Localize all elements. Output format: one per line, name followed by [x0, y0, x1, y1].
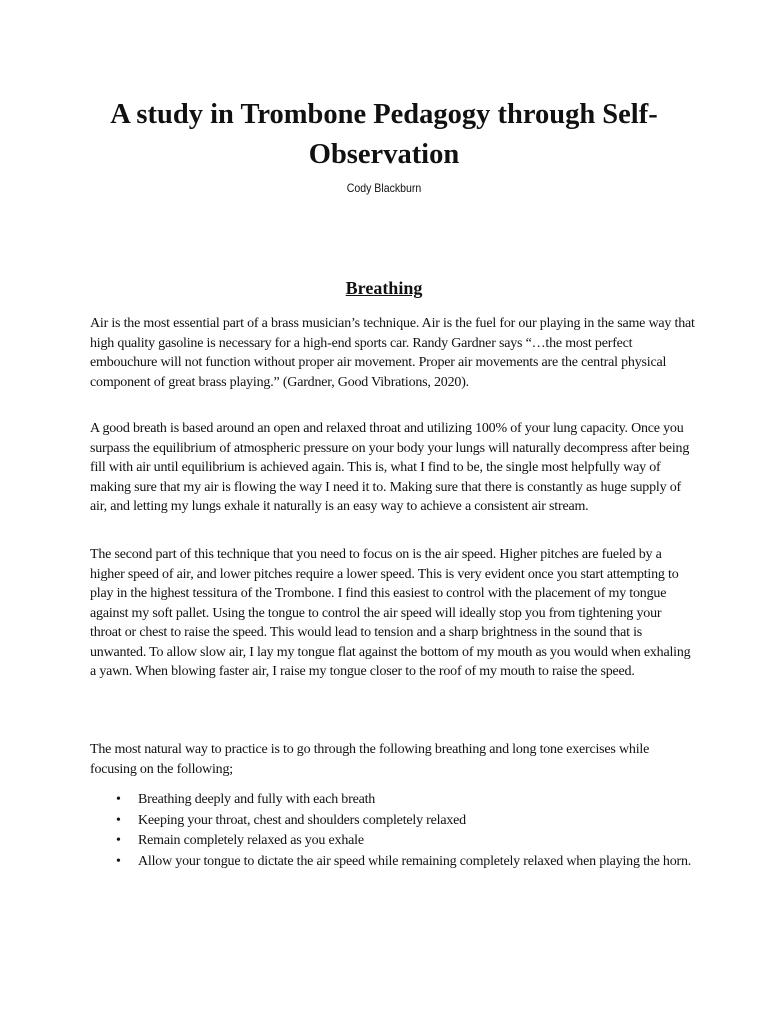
author-name: Cody Blackburn — [346, 181, 422, 195]
paragraph: The second part of this technique that you need to focus on is the air speed. Higher pitches are fueled by a higher speed of air, and lower pitches require a lower speed. This is very evident once you start attempting to play in the highest tessitura of the Trombone. I find this easiest to control with the placement of my tongue against my soft pallet. Using the tongue to control the air speed will ideally stop you from tightening your throat or chest to raise the speed. This would lead to tension and a sharp brightness in the sound that is unwanted. To allow slow air, I lay my tongue flat against the bottom of my mouth as you would when exhaling a yawn. When blowing faster air, I raise my tongue closer to the roof of my mouth to raise the speed. — [90, 547, 691, 679]
paragraph: A good breath is based around an open and relaxed throat and utilizing 100% of your lung capacity. Once you surpass the equilibrium of atmospheric pressure on your body your lungs will naturally decompress after being fill with air until equilibrium is achieved again. This is, what I find to be, the single most helpfully way of making sure that my air is flowing the way I need it to. Making sure that there is constantly as huge supply of air, and letting my lungs exhale it naturally is an easy way to achieve a consistent air stream. — [90, 421, 690, 514]
bullet-item — [90, 811, 696, 831]
bullet-item — [90, 831, 696, 851]
bullet-list — [90, 790, 696, 872]
bullet-icon: • — [116, 833, 121, 848]
bullet-icon: • — [116, 812, 121, 828]
bullet-text: Allow your tongue to dictate the air speed while remaining completely relaxed when playing the horn. — [138, 853, 692, 869]
bullet-item — [90, 790, 696, 810]
paragraph: The most natural way to practice is to go through the following breathing and long tone exercises while focusing on the following; — [90, 742, 650, 777]
section-heading: Breathing — [345, 278, 423, 298]
bullet-text: Keeping your throat, chest and shoulders completely relaxed — [138, 812, 466, 828]
document-title: A study in Trombone Pedagogy through Self-Observation — [110, 99, 658, 170]
bullet-item — [90, 852, 696, 872]
bullet-icon: • — [116, 792, 121, 807]
bullet-text: Breathing deeply and fully with each breath — [138, 792, 376, 807]
paragraph: Air is the most essential part of a brass musician’s technique. Air is the fuel for our playing in the same way that high quality gasoline is necessary for a high-end sports car. Randy Gardner says “…the most perfect embouchure will not function without proper air movement. Proper air movements are the central physical component of great brass playing.” (Gardner, Good Vibrations, 2020). — [90, 316, 695, 390]
bullet-text: Remain completely relaxed as you exhale — [138, 833, 364, 848]
bullet-icon: • — [116, 853, 121, 869]
